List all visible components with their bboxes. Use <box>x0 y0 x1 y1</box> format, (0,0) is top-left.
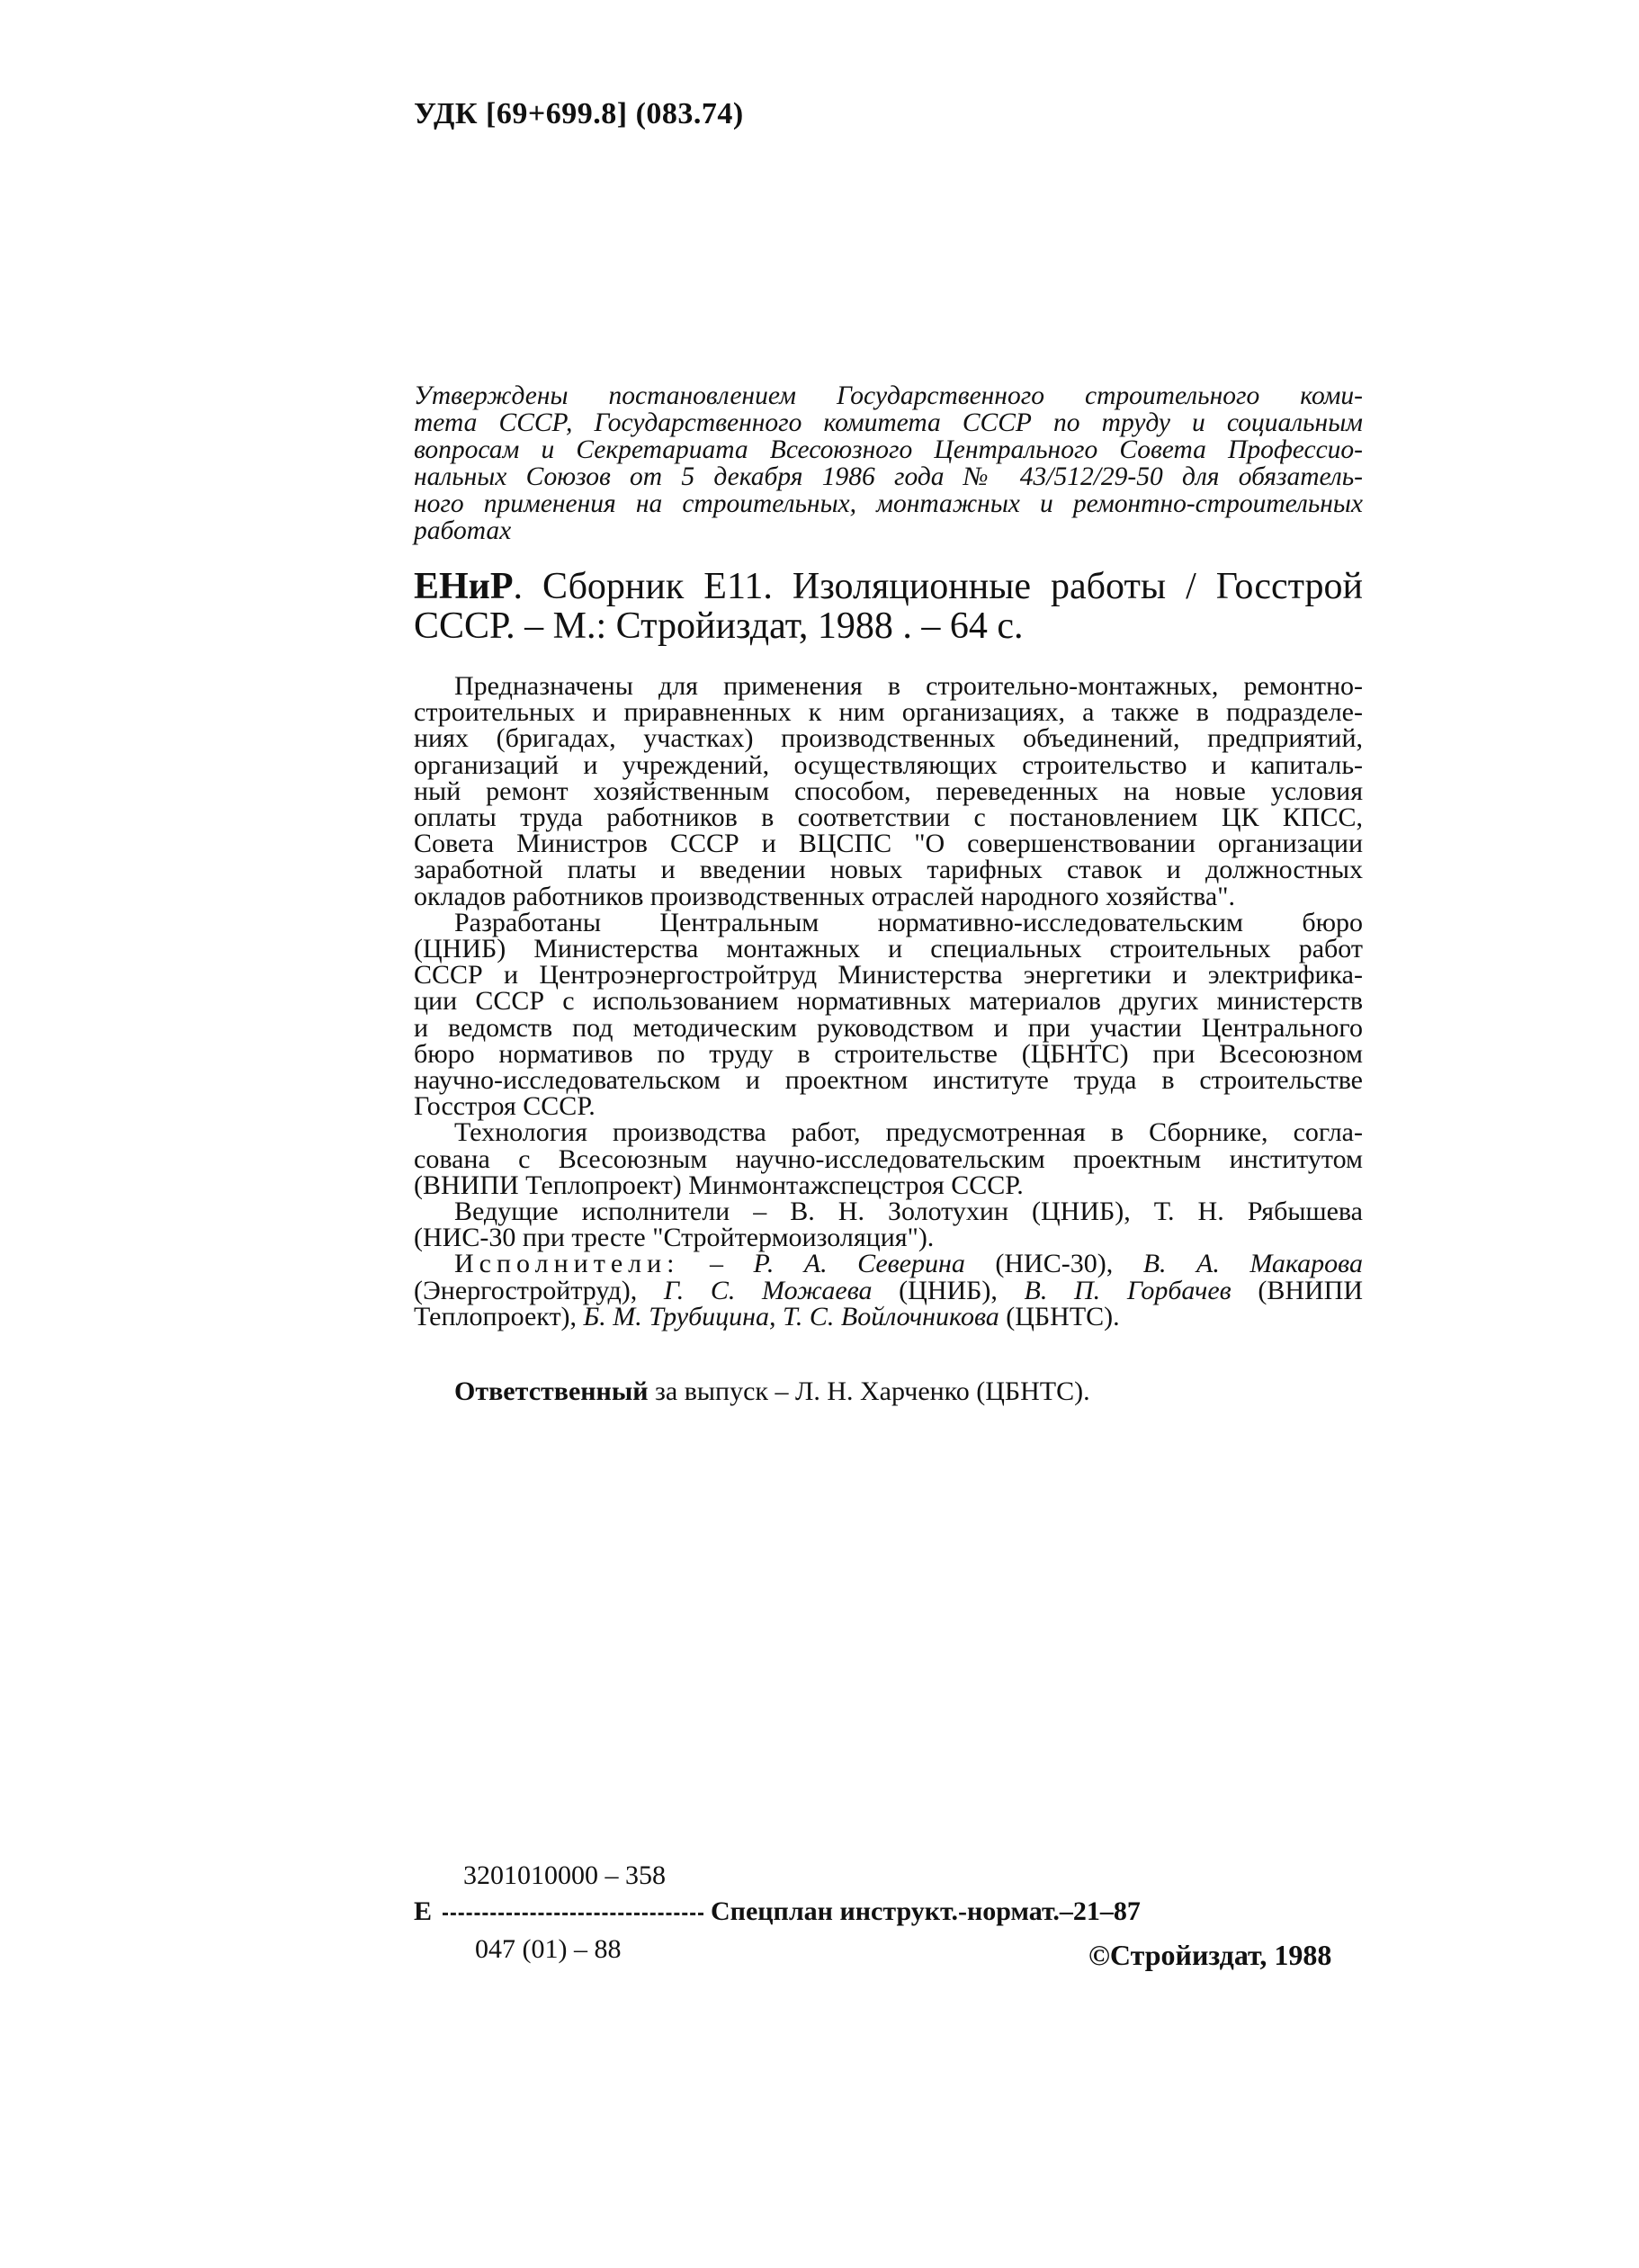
executor-name: Г. С. Можаева <box>663 1275 873 1305</box>
executor-name: Б. М. Трубицина, Т. С. Войлочникова <box>583 1301 999 1331</box>
body-line: Разработаны Центральным нормативно-исследовательским бюро <box>454 907 1363 937</box>
executors-line-2: (Энергостройтруд), Г. С. Можаева (ЦНИБ), В. П. Горбачев (ВНИПИ <box>414 1275 1363 1305</box>
approval-notice <box>414 382 1363 544</box>
body-line: (ВНИПИ Теплопроект) Минмонтажспецстроя СССР. <box>414 1170 1024 1200</box>
body-line: Госстроя СССР. <box>414 1091 596 1122</box>
body-line: заработной платы и введении новых тарифных ставок и должностных <box>414 855 1363 885</box>
citation-abbr: ЕНиР <box>414 566 514 607</box>
approval-line: Утверждены постановлением Государственного строительного коми- <box>414 381 1363 410</box>
body-line: научно-исследовательском и проектном институте труда в строительстве <box>414 1065 1363 1096</box>
body-line: ции СССР с использованием нормативных материалов других министерств <box>414 986 1363 1017</box>
approval-line: тета СССР, Государственного комитета СССР по труду и социальным <box>414 408 1363 437</box>
body-line: организаций и учреждений, осуществляющих строительство и капиталь- <box>414 749 1363 780</box>
executors-label: Исполнители: <box>454 1249 680 1279</box>
body-line: Ведущие исполнители – В. Н. Золотухин (ЦНИБ), Т. Н. Рябышева <box>454 1197 1363 1227</box>
body-line: ный ремонт хозяйственным способом, переведенных на новые условия <box>414 775 1363 806</box>
executors-line-1: Исполнители: – Р. А. Северина (НИС-30), В. А. Макарова <box>454 1249 1363 1279</box>
body-line: Совета Министров СССР и ВЦСПС "О совершенствовании организации <box>414 829 1363 859</box>
imprint-dash-line <box>443 1913 703 1915</box>
responsible-label: Ответственный <box>454 1376 649 1406</box>
citation-line-2: СССР. – М.: Стройиздат, 1988 . – 64 с. <box>414 605 1024 647</box>
body-line: бюро нормативов по труду в строительстве (ЦБНТС) при Всесоюзном <box>414 1038 1363 1069</box>
body-line: СССР и Центроэнергостройтруд Министерства энергетики и электрифика- <box>414 960 1363 991</box>
body-line: оплаты труда работников в соответствии с постановлением ЦК КПСС, <box>414 802 1363 833</box>
bibliographic-citation <box>414 567 1363 646</box>
imprint-e-letter: Е <box>414 1896 433 1926</box>
imprint-code: 047 (01) – 88 <box>475 1934 622 1964</box>
copyright-notice: ©Стройиздат, 1988 <box>1088 1939 1332 1971</box>
body-line: окладов работников производственных отраслей народного хозяйства". <box>414 881 1235 911</box>
executors-line-3: Теплопроект), Б. М. Трубицина, Т. С. Войлочникова (ЦБНТС). <box>414 1301 1120 1331</box>
imprint-number: 3201010000 – 358 <box>463 1860 666 1890</box>
udc-code: УДК [69+699.8] (083.74) <box>414 97 744 130</box>
responsible-editor <box>454 1376 1090 1407</box>
executor-name: Р. А. Северина <box>753 1249 965 1279</box>
executor-name: В. А. Макарова <box>1142 1249 1363 1279</box>
body-line: (ЦНИБ) Министерства монтажных и специальных строительных работ <box>414 934 1363 964</box>
citation-title: . Сборник Е11. Изоляционные работы / Госстрой <box>513 566 1363 607</box>
body-line: Технология производства работ, предусмотренная в Сборнике, согла- <box>454 1117 1363 1148</box>
body-line: Предназначены для применения в строительно-монтажных, ремонтно- <box>454 671 1363 701</box>
body-line: строительных и приравненных к ним организациях, а также в подразделе- <box>414 697 1363 728</box>
approval-line: ного применения на строительных, монтажных и ремонтно-строительных <box>414 489 1363 518</box>
body-line: ниях (бригадах, участках) производственных объединений, предприятий, <box>414 723 1363 754</box>
responsible-text: за выпуск – Л. Н. Харченко (ЦБНТС). <box>648 1376 1090 1406</box>
citation-line-1 <box>414 567 1363 606</box>
imprint-specplan: Спецплан инструкт.-нормат.–21–87 <box>711 1896 1141 1926</box>
body-line: сована с Всесоюзным научно-исследовательским проектным институтом <box>414 1143 1363 1174</box>
body-line: и ведомств под методическим руководством и при участии Центрального <box>414 1012 1363 1043</box>
description-body <box>414 673 1363 1330</box>
executor-name: В. П. Горбачев <box>1024 1275 1231 1305</box>
approval-line: нальных Союзов от 5 декабря 1986 года № 43/512/29-50 для обязатель- <box>414 462 1363 491</box>
body-line: (НИС-30 при тресте "Стройтермоизоляция"). <box>414 1223 935 1253</box>
approval-line: работах <box>414 516 512 545</box>
approval-line: вопросам и Секретариата Всесоюзного Центрального Совета Профессио- <box>414 435 1363 464</box>
